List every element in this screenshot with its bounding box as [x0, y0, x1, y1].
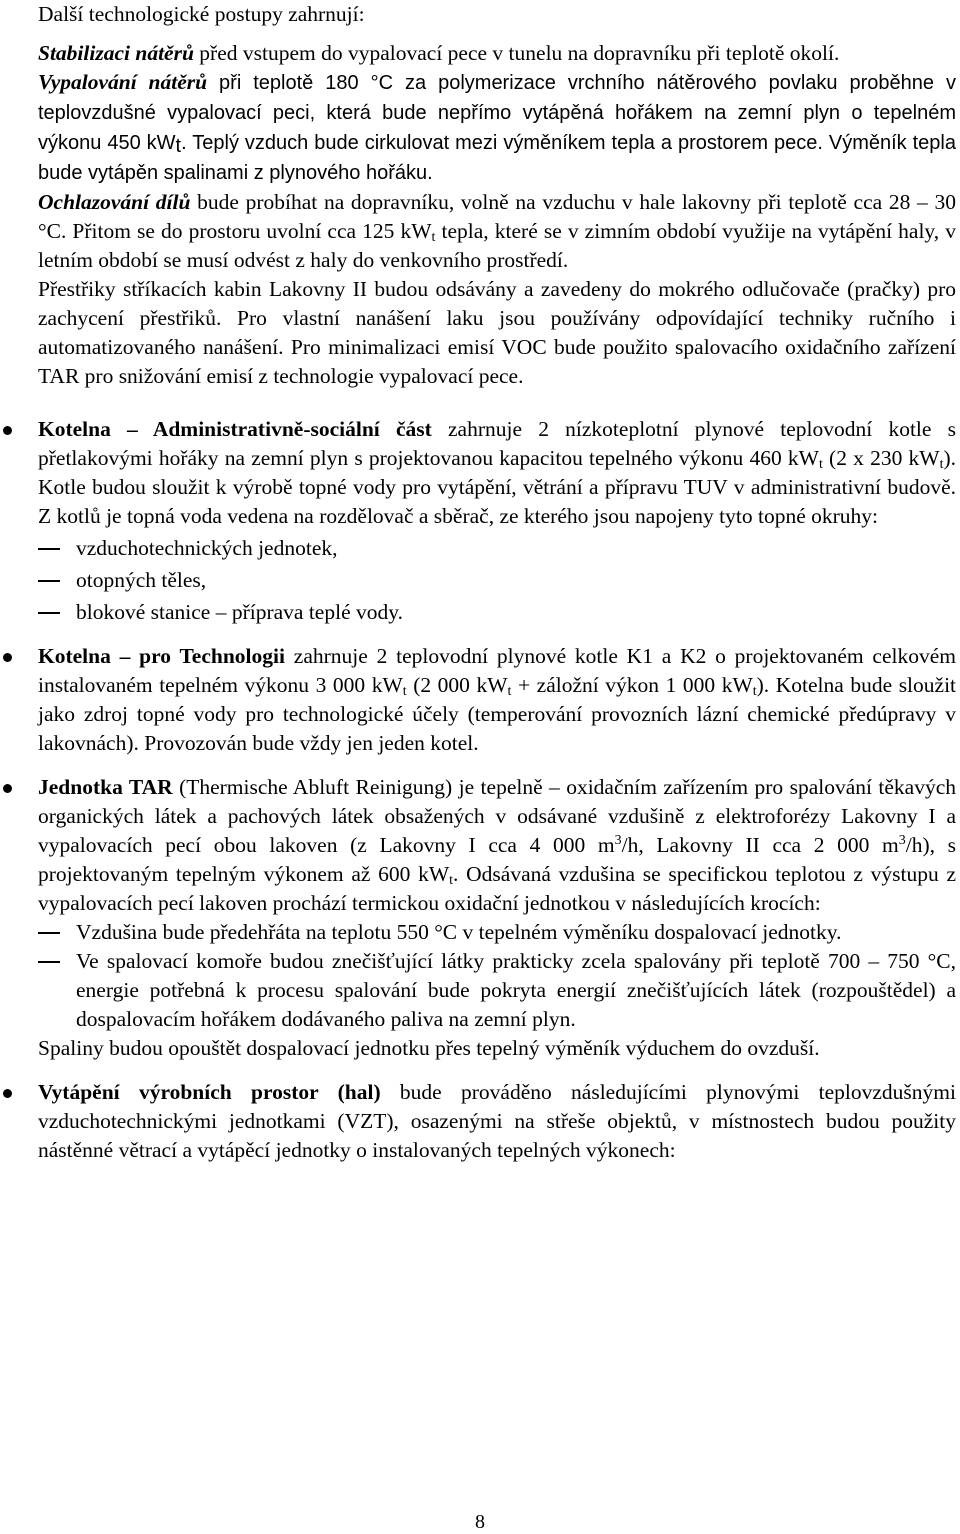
paragraph-vypalovani — [38, 68, 956, 188]
dash-mark — [38, 932, 60, 934]
term-vypalovani: Vypalování nátěrů — [38, 70, 208, 94]
text-tar-2: /h, Lakovny II cca 2 000 m — [621, 833, 899, 857]
sub-vypalovani: t — [175, 135, 182, 157]
term-vytapeni: Vytápění výrobních prostor (hal) — [38, 1080, 381, 1104]
bullet-dot — [3, 426, 12, 435]
sub-kotelna-tech-1: t — [402, 684, 407, 699]
term-kotelna-adm: Kotelna – Administrativně-sociální část — [38, 417, 432, 441]
paragraph-ochlazovani — [38, 188, 956, 275]
sup-tar-2: 3 — [898, 833, 906, 848]
bullet-dot — [3, 1089, 12, 1098]
text-tar-3: /h), s projektovaným tepelným výkonem až 600 kW — [38, 833, 957, 886]
bullet-kotelna-tech — [38, 642, 956, 758]
term-kotelna-tech: Kotelna – pro Technologii — [38, 644, 285, 668]
dash-mark — [38, 612, 60, 614]
text-tar-4: . Odsávaná vzdušina se specifickou teplotou z výstupu z vypalovacích pecí lakoven prochází termickou oxidační jednotkou v následujících krocích: — [38, 862, 956, 915]
bullet-vytapeni — [38, 1078, 956, 1165]
dash-mark — [38, 961, 60, 963]
text-ochlazovani-1: bude probíhat na dopravníku, volně na vzduchu v hale lakovny při teplotě cca 28 – 30 °C. Přitom se do prostoru uvolní cca 125 kW — [38, 190, 956, 243]
sub-kotelna-adm-2: t — [939, 457, 944, 472]
sub-ochlazovani: t — [431, 230, 436, 245]
list-item-text: otopných těles, — [76, 568, 207, 592]
term-ochlazovani: Ochlazování dílů — [38, 190, 191, 214]
list-item — [38, 947, 956, 1034]
text-vypalovani-1: při teplotě 180 °C za polymerizace vrchního nátěrového povlaku proběhne v teplovzdušné vypalovací peci, která bude nepřímo vytápěná hořákem na zemní plyn o tepelném výkonu 450 kW — [38, 72, 956, 154]
sub-tar: t — [449, 873, 454, 888]
text-kotelna-adm-3: ). Kotle budou sloužit k výrobě topné vody pro vytápění, větrání a přípravu TUV v administrativní budově. Z kotlů je topná voda vedena na rozdělovač a sběrač, ze kterého jsou napojeny tyto topné okruhy: — [38, 446, 956, 528]
list-item-text: vzduchotechnických jednotek, — [76, 536, 338, 560]
list-item — [38, 598, 956, 627]
dash-mark — [38, 548, 60, 550]
text-ochlazovani-2: tepla, které se v zimním období využije na vytápění haly, v letním období se musí odvést z haly do venkovního prostředí. — [38, 219, 956, 272]
text-vytapeni: bude prováděno následujícími plynovými teplovzdušnými vzduchotechnickými jednotkami (VZT), osazenými na střeše objektů, v místnostech budou použity nástěnné větrací a vytápěcí jednotky o instalovaných tepelných výkonech: — [38, 1080, 956, 1162]
list-item — [38, 566, 956, 595]
document-page — [38, 0, 956, 1165]
list-item-text: blokové stanice – příprava teplé vody. — [76, 600, 403, 624]
text-tar-1: (Thermische Abluft Reinigung) je tepelně – oxidačním zařízením pro spalování těkavých organických látek a pachových látek obsažených v odsávané vzdušině z elektroforézy Lakovny I a vypalovacích pecí obou lakoven (z Lakovny I cca 4 000 m — [38, 775, 957, 857]
text-kotelna-tech-4: ). Kotelna bude sloužit jako zdroj topné vody pro technologické účely (temperování provozních lázní chemické předúpravy v lakovnách). Provozován bude vždy jen jeden kotel. — [38, 673, 957, 755]
list-item — [38, 534, 956, 563]
list-item-text: Ve spalovací komoře budou znečišťující látky prakticky zcela spalovány při teplotě 700 – 750 °C, energie potřebná k procesu spalování bude pokryta energií znečišťujících látek (rozpouštědel) a dospalovacím hořákem dodávaného paliva na zemní plyn. — [76, 949, 956, 1031]
text-kotelna-adm-2: (2 x 230 kW — [822, 446, 940, 470]
bullet-kotelna-adm — [38, 415, 956, 531]
sub-kotelna-tech-3: t — [752, 684, 757, 699]
bullet-dot — [3, 653, 12, 662]
paragraph-prestriky: Přestřiky stříkacích kabin Lakovny II budou odsávány a zavedeny do mokrého odlučovače (pračky) pro zachycení přestřiků. Pro vlastní nanášení laku jsou používány odpovídající techniky ručního i automatizovaného nanášení. Pro minimalizaci emisí VOC bude použito spalovacího oxidačního zařízení TAR pro snižování emisí z technologie vypalovací pece. — [38, 277, 956, 388]
page-number: 8 — [475, 1511, 485, 1533]
list-item-text: Vzdušina bude předehřáta na teplotu 550 °C v tepelném výměníku dospalovací jednotky. — [76, 920, 842, 944]
paragraph-tar-outro: Spaliny budou opouštět dospalovací jednotku přes tepelný výměník výduchem do ovzduší. — [38, 1036, 820, 1060]
text-kotelna-tech-2: (2 000 kW — [406, 673, 508, 697]
text-vypalovani-2: . Teplý vzduch bude cirkulovat mezi výměníkem tepla a prostorem pece. Výměník tepla bude vytápěn spalinami z plynového hořáku. — [38, 132, 956, 184]
text-stabilizace: před vstupem do vypalovací pece v tunelu na dopravníku při teplotě okolí. — [193, 41, 840, 65]
text-kotelna-tech-1: zahrnuje 2 teplovodní plynové kotle K1 a K2 o projektovaném celkovém instalovaném tepelném výkonu 3 000 kW — [38, 644, 956, 697]
text-kotelna-tech-3: + záložní výkon 1 000 kW — [511, 673, 753, 697]
sub-kotelna-adm-1: t — [818, 457, 823, 472]
list-item — [38, 918, 956, 947]
dash-mark — [38, 580, 60, 582]
sub-kotelna-tech-2: t — [507, 684, 512, 699]
term-stabilizace: Stabilizaci nátěrů — [38, 41, 194, 65]
bullet-dot — [3, 784, 12, 793]
text-kotelna-adm-1: zahrnuje 2 nízkoteplotní plynové teplovodní kotle s přetlakovými hořáky na zemní plyn s projektovanou kapacitou tepelného výkonu 460 kW — [38, 417, 956, 470]
paragraph-stabilizace — [38, 39, 956, 68]
bullet-tar — [38, 773, 956, 918]
intro-line: Další technologické postupy zahrnují: — [38, 2, 365, 26]
term-tar: Jednotka TAR — [38, 775, 173, 799]
sup-tar-1: 3 — [614, 833, 622, 848]
